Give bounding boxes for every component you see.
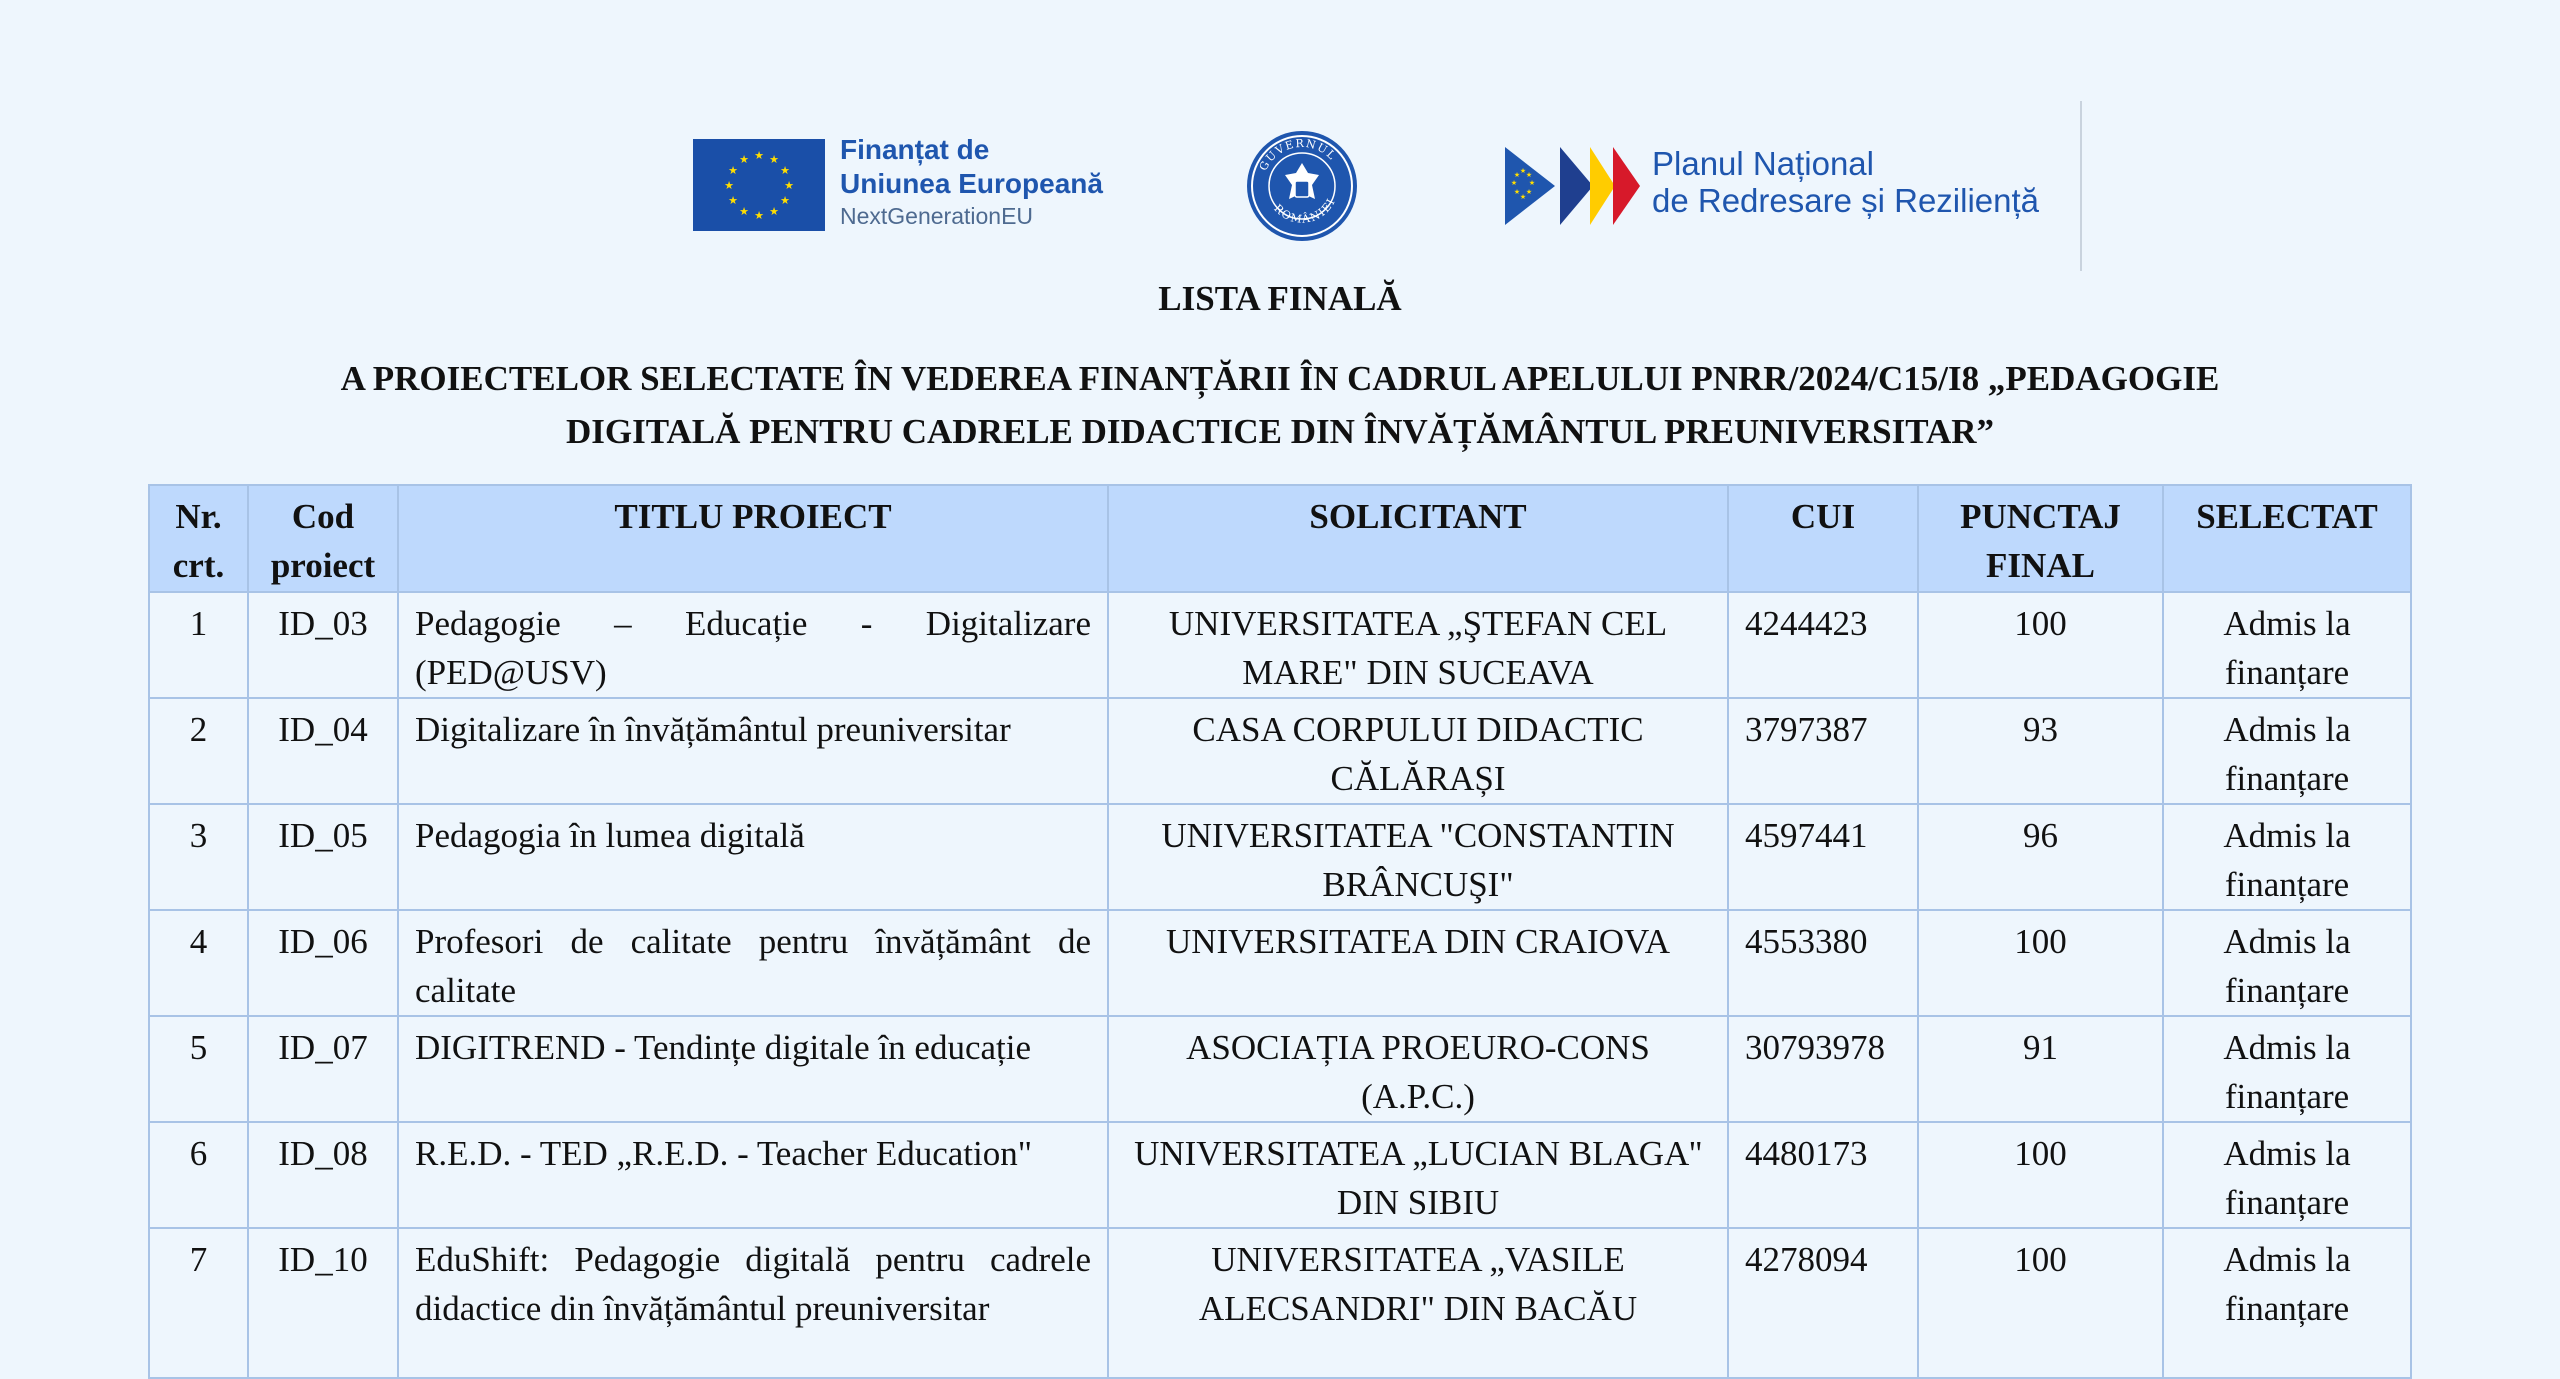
header-titlu: TITLU PROIECT [398, 485, 1108, 592]
cell-titlu: EduShift: Pedagogie digitală pentru cadrele didactice din învățământul preuniversitar [398, 1228, 1108, 1378]
cell-cui: 4480173 [1728, 1122, 1918, 1228]
cell-cod: ID_04 [248, 698, 398, 804]
svg-text:GUVERNUL: GUVERNUL [1256, 136, 1340, 173]
cell-titlu: DIGITREND - Tendințe digitale în educație [398, 1016, 1108, 1122]
cell-punctaj: 100 [1918, 1122, 2163, 1228]
table-row [149, 592, 2411, 698]
cell-punctaj: 93 [1918, 698, 2163, 804]
cell-punctaj: 91 [1918, 1016, 2163, 1122]
header-cui: CUI [1728, 485, 1918, 592]
cell-cui: 30793978 [1728, 1016, 1918, 1122]
eu-line-2: Uniunea Europeană [840, 168, 1103, 199]
header-nr: Nr. crt. [149, 485, 248, 592]
cell-cui: 4244423 [1728, 592, 1918, 698]
svg-text:★: ★ [754, 149, 764, 162]
cell-cod: ID_08 [248, 1122, 398, 1228]
svg-text:★: ★ [1525, 171, 1533, 179]
cell-titlu: Digitalizare în învățământul preuniversitar [398, 698, 1108, 804]
table-header-row [149, 485, 2411, 592]
cell-nr: 7 [149, 1228, 248, 1378]
cell-selectat: Admis la finanțare [2163, 1228, 2411, 1378]
cell-solicitant: UNIVERSITATEA "CONSTANTIN BRÂNCUŞI" [1108, 804, 1728, 910]
cell-cui: 4553380 [1728, 910, 1918, 1016]
cell-cui: 4597441 [1728, 804, 1918, 910]
svg-text:★: ★ [780, 164, 790, 177]
eu-line-1: Finanțat de [840, 134, 990, 165]
cell-punctaj: 100 [1918, 592, 2163, 698]
svg-text:★: ★ [780, 194, 790, 207]
cell-solicitant: UNIVERSITATEA „VASILE ALECSANDRI" DIN BACĂU [1108, 1228, 1728, 1378]
cell-solicitant: UNIVERSITATEA „ŞTEFAN CEL MARE" DIN SUCEAVA [1108, 592, 1728, 698]
eu-line-3: NextGenerationEU [840, 203, 1034, 229]
svg-text:★: ★ [1528, 179, 1536, 187]
guvernul-romaniei-seal-icon [1245, 129, 1359, 243]
svg-text:★: ★ [1525, 188, 1533, 196]
cell-titlu: R.E.D. - TED „R.E.D. - Teacher Education" [398, 1122, 1108, 1228]
logo-divider [2080, 101, 2082, 271]
table-row [149, 1122, 2411, 1228]
cell-nr: 3 [149, 804, 248, 910]
cell-punctaj: 100 [1918, 910, 2163, 1016]
cell-nr: 5 [149, 1016, 248, 1122]
header-cod: Cod proiect [248, 485, 398, 592]
pnrr-line-2: de Redresare și Reziliență [1652, 182, 2040, 219]
cell-cod: ID_10 [248, 1228, 398, 1378]
cell-nr: 1 [149, 592, 248, 698]
pnrr-line-1: Planul Național [1652, 145, 1874, 182]
cell-selectat: Admis la finanțare [2163, 698, 2411, 804]
cell-cod: ID_07 [248, 1016, 398, 1122]
svg-text:★: ★ [1519, 193, 1527, 201]
header-punctaj: PUNCTAJ FINAL [1918, 485, 2163, 592]
svg-text:★: ★ [739, 153, 749, 166]
svg-text:★: ★ [754, 209, 764, 222]
cell-nr: 4 [149, 910, 248, 1016]
cell-punctaj: 100 [1918, 1228, 2163, 1378]
cell-solicitant: UNIVERSITATEA DIN CRAIOVA [1108, 910, 1728, 1016]
svg-text:★: ★ [1519, 167, 1527, 175]
logo-banner [0, 95, 2560, 275]
cell-cod: ID_06 [248, 910, 398, 1016]
svg-text:★: ★ [784, 179, 794, 192]
cell-cod: ID_03 [248, 592, 398, 698]
table-row [149, 698, 2411, 804]
svg-text:★: ★ [1513, 188, 1521, 196]
cell-cod: ID_05 [248, 804, 398, 910]
svg-text:★: ★ [739, 205, 749, 218]
svg-text:★: ★ [728, 164, 738, 177]
cell-selectat: Admis la finanțare [2163, 1016, 2411, 1122]
cell-cui: 4278094 [1728, 1228, 1918, 1378]
header-solicitant: SOLICITANT [1108, 485, 1728, 592]
svg-text:ROMÂNIEI: ROMÂNIEI [1271, 195, 1339, 227]
cell-solicitant: UNIVERSITATEA „LUCIAN BLAGA'' DIN SIBIU [1108, 1122, 1728, 1228]
cell-solicitant: CASA CORPULUI DIDACTIC CĂLĂRAȘI [1108, 698, 1728, 804]
cell-selectat: Admis la finanțare [2163, 804, 2411, 910]
cell-nr: 2 [149, 698, 248, 804]
cell-nr: 6 [149, 1122, 248, 1228]
cell-titlu: Profesori de calitate pentru învățământ de calitate [398, 910, 1108, 1016]
svg-text:★: ★ [724, 179, 734, 192]
cell-titlu: Pedagogia în lumea digitală [398, 804, 1108, 910]
table-row [149, 1228, 2411, 1378]
svg-text:★: ★ [1510, 179, 1518, 187]
document-subtitle: A PROIECTELOR SELECTATE ÎN VEDEREA FINANȚĂRII ÎN CADRUL APELULUI PNRR/2024/C15/I8 „PEDAGOGIE DIGITALĂ PENTRU CADRELE DIDACTICE DIN ÎNVĂȚĂMÂNTUL PREUNIVERSITAR” [340, 359, 2220, 451]
eu-funding-label [840, 133, 1103, 231]
pnrr-icon [1505, 147, 1640, 225]
svg-text:★: ★ [1513, 171, 1521, 179]
table-row [149, 804, 2411, 910]
table-row [149, 1016, 2411, 1122]
eu-flag-icon [693, 139, 825, 231]
cell-cui: 3797387 [1728, 698, 1918, 804]
table-row [149, 910, 2411, 1016]
svg-text:★: ★ [769, 153, 779, 166]
cell-selectat: Admis la finanțare [2163, 910, 2411, 1016]
cell-titlu: Pedagogie – Educație - Digitalizare (PED@USV) [398, 592, 1108, 698]
results-table [148, 484, 2412, 1379]
svg-text:★: ★ [769, 205, 779, 218]
cell-solicitant: ASOCIAȚIA PROEURO-CONS (A.P.C.) [1108, 1016, 1728, 1122]
header-selectat: SELECTAT [2163, 485, 2411, 592]
cell-punctaj: 96 [1918, 804, 2163, 910]
document-title: LISTA FINALĂ [1158, 279, 1402, 318]
cell-selectat: Admis la finanțare [2163, 1122, 2411, 1228]
cell-selectat: Admis la finanțare [2163, 592, 2411, 698]
pnrr-label [1652, 145, 2039, 219]
svg-text:★: ★ [728, 194, 738, 207]
